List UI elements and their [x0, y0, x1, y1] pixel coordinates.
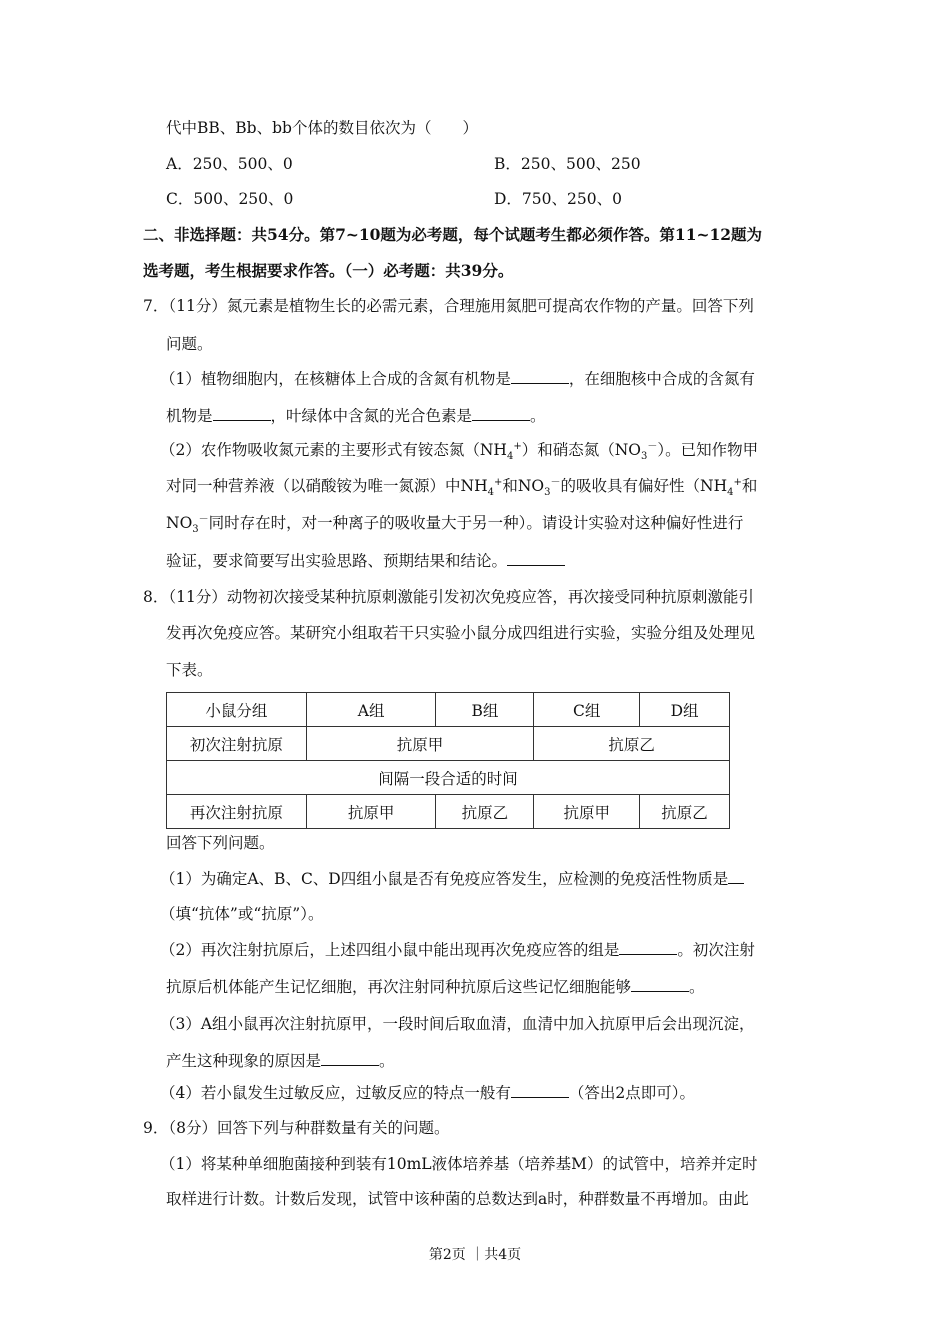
q7-part1-cont [166, 406, 546, 426]
text: 的吸收具有偏好性（NH [560, 477, 728, 495]
q6-option-c: C．500、250、0 [166, 190, 294, 208]
q8-part3-cont [166, 1051, 395, 1071]
q7-stem-cont: 问题。 [166, 335, 213, 353]
text: ）。已知作物甲 [657, 441, 759, 459]
text: 验证，要求简要写出实验思路、预期结果和结论。 [166, 552, 508, 570]
table-row [167, 761, 730, 795]
section-heading-cont: 选考题，考生根据要求作答。（一）必考题：共39分。 [143, 261, 514, 280]
text: （1）为确定A、B、C、D四组小鼠是否有免疫应答发生，应检测的免疫活性物质是 [160, 870, 729, 888]
superscript: － [198, 513, 209, 525]
table-cell: 初次注射抗原 [167, 727, 307, 761]
q8-part3: （3）A组小鼠再次注射抗原甲，一段时间后取血清，血清中加入抗原甲后会出现沉淀， [160, 1015, 755, 1033]
table-cell: B组 [436, 693, 534, 727]
answer-blank[interactable] [213, 406, 271, 421]
q7-part2-l3 [166, 513, 744, 536]
text: （2）再次注射抗原后，上述四组小鼠中能出现再次免疫应答的组是 [160, 941, 620, 959]
text: 。 [530, 407, 546, 425]
answer-blank[interactable] [631, 977, 689, 992]
q8-part2-cont [166, 977, 705, 997]
subscript: 3 [192, 524, 199, 536]
subscript: 4 [487, 487, 494, 499]
q7-part1 [160, 369, 755, 389]
table-cell: 抗原乙 [640, 795, 730, 829]
superscript: － [550, 476, 561, 488]
q9-stem: 9．（8分）回答下列与种群数量有关的问题。 [143, 1119, 450, 1137]
page-footer: 第2页 ｜共4页 [428, 1247, 522, 1263]
q8-part4 [160, 1083, 695, 1103]
q8-part1-cont: （填“抗体”或“抗原”）。 [160, 905, 324, 923]
q8-instruction: 回答下列问题。 [166, 834, 275, 852]
table-row [167, 693, 730, 727]
table-cell: 抗原乙 [534, 727, 730, 761]
answer-blank[interactable] [472, 406, 530, 421]
q9-part1-cont: 取样进行计数。计数后发现，试管中该种菌的总数达到a时，种群数量不再增加。由此 [166, 1190, 749, 1208]
q8-stem-cont: 发再次免疫应答。某研究小组取若干只实验小鼠分成四组进行实验，实验分组及处理见 [166, 624, 756, 642]
table-cell: 抗原甲 [306, 795, 436, 829]
text: ，在细胞核中合成的含氮有 [568, 370, 755, 388]
section-heading: 二、非选择题：共54分。第7~10题为必考题，每个试题考生都必须作答。第11~12题为 [143, 225, 763, 244]
answer-blank[interactable] [511, 1083, 569, 1098]
q7-part2-l2 [166, 476, 758, 499]
text: （1）植物细胞内，在核糖体上合成的含氮有机物是 [160, 370, 511, 388]
answer-blank[interactable] [619, 940, 677, 955]
table-cell: 抗原乙 [436, 795, 534, 829]
subscript: 4 [727, 487, 734, 499]
q8-stem: 8．（11分）动物初次接受某种抗原刺激能引发初次免疫应答，再次接受同种抗原刺激能引 [143, 588, 754, 606]
subscript: 3 [544, 487, 551, 499]
text: ）和硝态氮（NO [521, 441, 641, 459]
table-row [167, 727, 730, 761]
text: 机物是 [166, 407, 213, 425]
experiment-table [166, 692, 730, 829]
q7-stem: 7．（11分）氮元素是植物生长的必需元素，合理施用氮肥可提高农作物的产量。回答下列 [143, 297, 754, 315]
subscript: 4 [506, 451, 514, 463]
q8-part1 [160, 869, 744, 889]
answer-blank[interactable] [507, 551, 565, 566]
q7-part2-l4 [166, 551, 565, 571]
text: （4）若小鼠发生过敏反应，过敏反应的特点一般有 [160, 1084, 511, 1102]
superscript: + [513, 440, 522, 452]
text: 和 [741, 477, 758, 495]
answer-blank[interactable] [511, 369, 569, 384]
q6-option-d: D．750、250、0 [494, 190, 622, 208]
superscript: + [733, 476, 742, 488]
text: ，叶绿体中含氮的光合色素是 [270, 407, 473, 425]
q6-option-a: A．250、500、0 [166, 155, 293, 173]
q6-stem: 代中BB、Bb、bb个体的数目依次为（ ） [166, 119, 478, 137]
table-cell: 再次注射抗原 [167, 795, 307, 829]
table-cell: D组 [640, 693, 730, 727]
subscript: 3 [641, 451, 648, 463]
table-cell: C组 [534, 693, 640, 727]
table-cell: A组 [306, 693, 436, 727]
text: （2）农作物吸收氮元素的主要形式有铵态氮（NH [160, 441, 507, 459]
table-cell: 小鼠分组 [167, 693, 307, 727]
q9-part1: （1）将某种单细胞菌接种到装有10mL液体培养基（培养基M）的试管中，培养并定时 [160, 1155, 758, 1173]
text: 抗原后机体能产生记忆细胞，再次注射同种抗原后这些记忆细胞能够 [166, 978, 632, 996]
text: 。初次注射 [677, 941, 755, 959]
table-cell: 抗原甲 [306, 727, 534, 761]
answer-blank[interactable] [728, 869, 744, 884]
superscript: － [647, 440, 658, 452]
text: （答出2点即可）。 [568, 1084, 695, 1102]
table-cell: 抗原甲 [534, 795, 640, 829]
text: 产生这种现象的原因是 [166, 1052, 322, 1070]
table-cell: 间隔一段合适的时间 [167, 761, 730, 795]
text: 。 [379, 1052, 395, 1070]
q8-part2 [160, 940, 755, 960]
text: 。 [689, 978, 705, 996]
superscript: + [493, 476, 503, 488]
q8-stem-cont2: 下表。 [166, 661, 213, 679]
text: NO [166, 514, 193, 532]
text: 和NO [502, 477, 545, 495]
q7-part2-l1 [160, 440, 759, 463]
text: 同时存在时，对一种离子的吸收量大于另一种）。请设计实验对这种偏好性进行 [208, 514, 744, 532]
answer-blank[interactable] [321, 1051, 379, 1066]
text: 对同一种营养液（以硝酸铵为唯一氮源）中NH [166, 477, 488, 495]
q6-option-b: B．250、500、250 [494, 155, 641, 173]
table-row [167, 795, 730, 829]
